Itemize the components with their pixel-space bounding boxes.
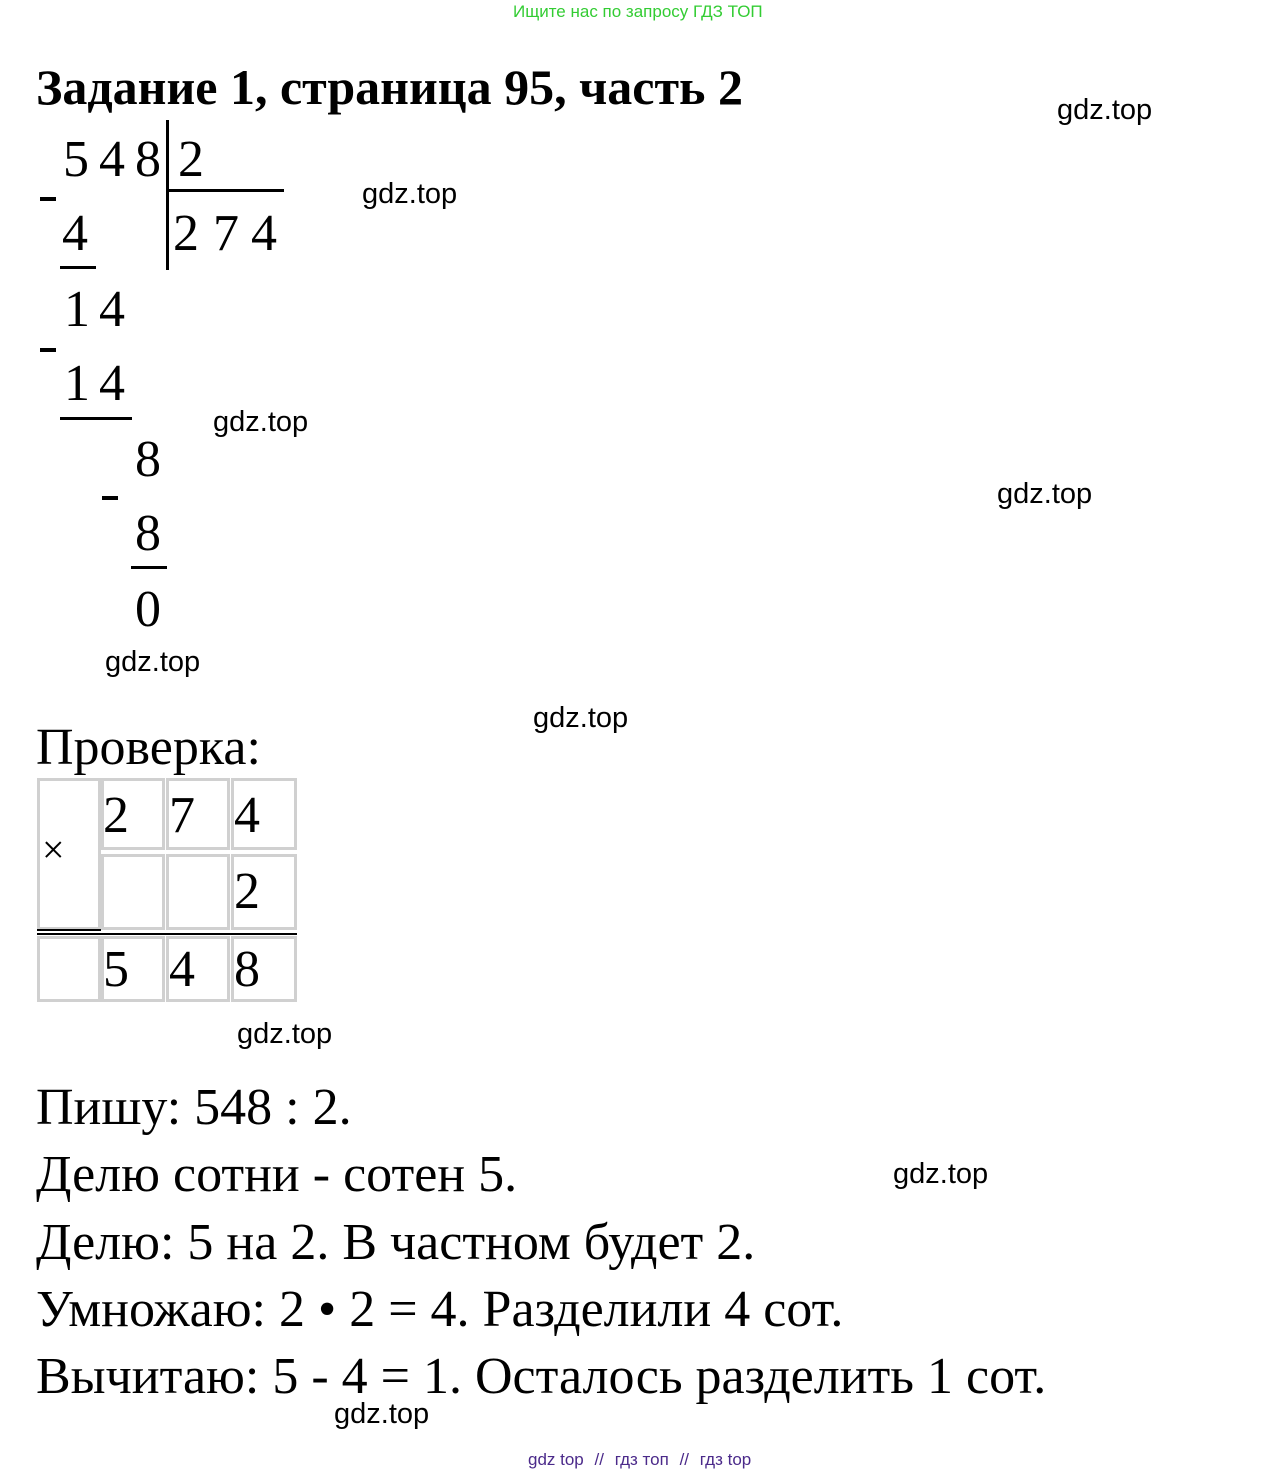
separator: // — [679, 1450, 690, 1469]
minus-sign — [40, 197, 56, 201]
footer-link[interactable]: гдз top — [699, 1450, 752, 1469]
watermark: gdz.top — [533, 702, 629, 734]
grid-cell — [37, 936, 101, 1002]
subtrahend-digit: 4 — [99, 355, 125, 412]
page-title: Задание 1, страница 95, часть 2 — [36, 59, 743, 115]
explanation-line: Пишу: 548 : 2. — [36, 1079, 352, 1136]
watermark: gdz.top — [334, 1398, 430, 1430]
quotient-line — [168, 189, 284, 192]
footer-link[interactable]: гдз топ — [614, 1450, 669, 1469]
minus-sign — [40, 348, 56, 352]
product-digit: 4 — [169, 941, 195, 998]
separator: // — [594, 1450, 604, 1469]
subtraction-line — [60, 417, 132, 420]
divisor: 2 — [178, 131, 204, 188]
factor-digit: 4 — [234, 787, 260, 844]
subtrahend-digit: 4 — [62, 205, 88, 262]
dividend-digit: 4 — [99, 131, 125, 188]
product-digit: 8 — [234, 941, 260, 998]
dividend-digit: 5 — [63, 131, 89, 188]
result-line — [37, 933, 297, 935]
quotient-digit: 2 — [173, 205, 199, 262]
grid-cell — [166, 854, 230, 930]
check-label: Проверка: — [36, 719, 261, 776]
explanation-line: Делю: 5 на 2. В частном будет 2. — [36, 1214, 756, 1271]
footer-link[interactable]: gdz top — [528, 1450, 584, 1469]
grid-cell — [101, 854, 165, 930]
watermark: gdz.top — [105, 646, 201, 678]
watermark: gdz.top — [997, 478, 1093, 510]
final-remainder: 0 — [135, 581, 161, 638]
explanation-line: Умножаю: 2 • 2 = 4. Разделили 4 сот. — [36, 1281, 844, 1338]
subtrahend-digit: 8 — [135, 505, 161, 562]
result-line — [37, 929, 101, 931]
watermark: gdz.top — [362, 178, 458, 210]
minus-sign — [102, 496, 118, 500]
product-digit: 5 — [103, 941, 129, 998]
watermark: gdz.top — [1057, 94, 1153, 126]
division-bar — [166, 120, 169, 270]
top-banner: Ищите нас по запросу ГДЗ ТОП — [513, 2, 763, 21]
subtrahend-digit: 1 — [64, 355, 90, 412]
factor-digit: 2 — [234, 863, 260, 920]
explanation-line: Делю сотни - сотен 5. — [36, 1146, 518, 1203]
remainder-digit: 1 — [64, 281, 90, 338]
quotient-digit: 7 — [213, 205, 239, 262]
remainder-digit: 8 — [135, 431, 161, 488]
remainder-digit: 4 — [99, 281, 125, 338]
bottom-links — [528, 1450, 751, 1470]
dividend-digit: 8 — [135, 131, 161, 188]
subtraction-line — [131, 566, 167, 569]
subtraction-line — [60, 266, 96, 269]
watermark: gdz.top — [237, 1018, 333, 1050]
watermark: gdz.top — [893, 1158, 989, 1190]
factor-digit: 7 — [169, 787, 195, 844]
times-icon: × — [42, 827, 65, 872]
explanation-line: Вычитаю: 5 - 4 = 1. Осталось разделить 1 сот. — [36, 1348, 1047, 1405]
watermark: gdz.top — [213, 406, 309, 438]
quotient-digit: 4 — [251, 205, 277, 262]
factor-digit: 2 — [103, 787, 129, 844]
